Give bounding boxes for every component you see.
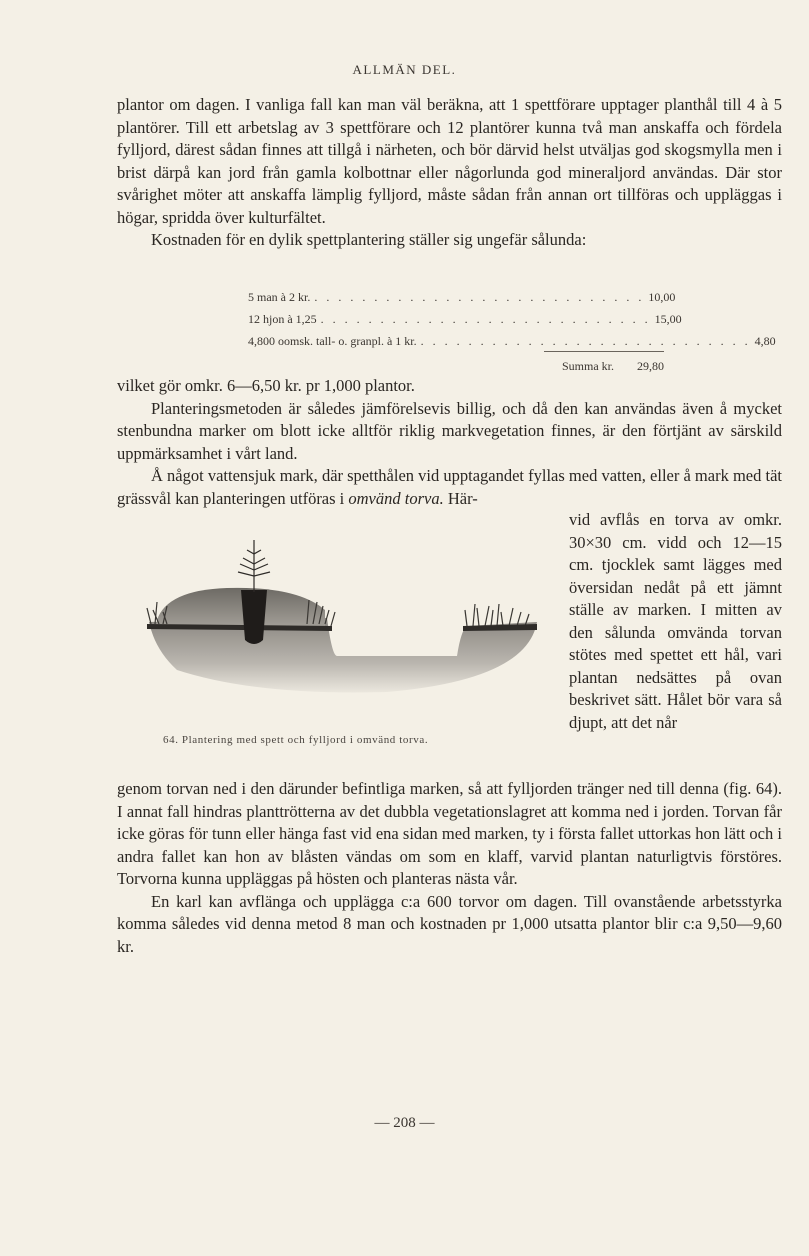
paragraph-text: Å något vattensjuk mark, där spetthålen vid upptagandet fyllas med vatten, eller å mark med tät grässvål kan planteringen utföras i: [117, 466, 782, 508]
paragraph: En karl kan avflänga och upplägga c:a 600 torvor om dagen. Till ovanstående arbetsstyrka komma således vid denna metod 8 man och kostnaden pr 1,000 utsatta plantor blir c:a 9,50—9,60 kr.: [117, 891, 782, 956]
paragraph: plantor om dagen. I vanliga fall kan man väl beräkna, att 1 spettförare upptager planthål till 4 à 5 plantörer. Till ett arbetslag av 3 spettförare och 12 plantörer kunna två man anskaffa och fördela fylljord, därest sådan finnes att tillgå i närheten, och bör därvid helst utväljas god skogsmylla men i brist därpå kan jord från gamla kolbottnar eller någorlunda god mineraljord användas. Där stor svårighet möter att anskaffa lämplig fylljord, måste sådan från annan ort tillföras och uppläggas i högar, spridda över kulturfältet.: [117, 95, 782, 227]
text-block-top: [117, 94, 782, 252]
cost-label: 12 hjon à 1,25: [248, 312, 317, 326]
cost-row: [248, 283, 676, 305]
emphasis-term: omvänd torva.: [348, 488, 444, 508]
cost-label: 5 man à 2 kr.: [248, 290, 311, 304]
leader-dots: . . . . . . . . . . . . . . . . . . . . . . . . . . . .: [314, 290, 645, 304]
paragraph: [117, 465, 782, 510]
sum-value: 29,80: [637, 359, 664, 373]
sum-row: [248, 352, 664, 374]
figure-caption: 64. Plantering med spett och fylljord i omvänd torva.: [163, 734, 429, 746]
paragraph: vilket gör omkr. 6—6,50 kr. pr 1,000 plantor.: [117, 376, 415, 395]
cost-value: 4,80: [754, 334, 776, 348]
running-head: ALLMÄN DEL.: [352, 62, 457, 77]
turf-planting-drawing: [137, 530, 547, 710]
hyphenated-word: Här-: [447, 488, 478, 508]
cost-table: [248, 283, 776, 374]
sum-label: Summa kr.: [561, 359, 614, 373]
cost-value: 15,00: [654, 312, 682, 326]
paragraph: vid avflås en torva av omkr. 30×30 cm. vidd och 12—15 cm. tjocklek samt lägges med översidan nedåt på ett jämnt ställe av marken. I mitten av den sålunda omvända torvan stötes med spettet ett hål, vari plantan nedsättes på ovan beskrivet sätt. Hålet bör vara så djupt, att det når: [569, 510, 782, 732]
text-block-bottom: [117, 778, 782, 958]
paragraph: Kostnaden för en dylik spettplantering ställer sig ungefär sålunda:: [151, 230, 587, 249]
cost-label: 4,800 oomsk. tall- o. granpl. à 1 kr.: [248, 334, 417, 348]
paragraph: genom torvan ned i den därunder befintliga marken, så att fylljorden tränger ned till denna (fig. 64). I annat fall hindras planttrötterna av det dubbla vegetationslagret att komma ned i jorden. Torvan får icke göras för tunn eller hänga fast vid ena sidan med marken, ty i första fallet uttorkas hon lätt och i andra fallet kan hon av blåsten vändas om som en klaff, varvid plantan naturligtvis förstöres. Torvorna kunna uppläggas på hösten och planteras nästa vår.: [117, 779, 782, 888]
leader-dots: . . . . . . . . . . . . . . . . . . . . . . . . . . . .: [420, 334, 751, 348]
text-column-beside-figure: [569, 509, 782, 734]
page-number: — 208 —: [374, 1115, 435, 1131]
text-block-middle: [117, 375, 782, 510]
cost-row: [248, 327, 776, 349]
paragraph: Planteringsmetoden är således jämförelsevis billig, och då den kan användas även å mycket stenbundna marker om blott icke alltför riklig markvegetation finnes, är den förtjänt av särskild uppmärksamhet i vårt land.: [117, 398, 782, 463]
cost-value: 10,00: [648, 290, 676, 304]
cost-row: [248, 305, 682, 327]
leader-dots: . . . . . . . . . . . . . . . . . . . . . . . . . . . .: [320, 312, 651, 326]
